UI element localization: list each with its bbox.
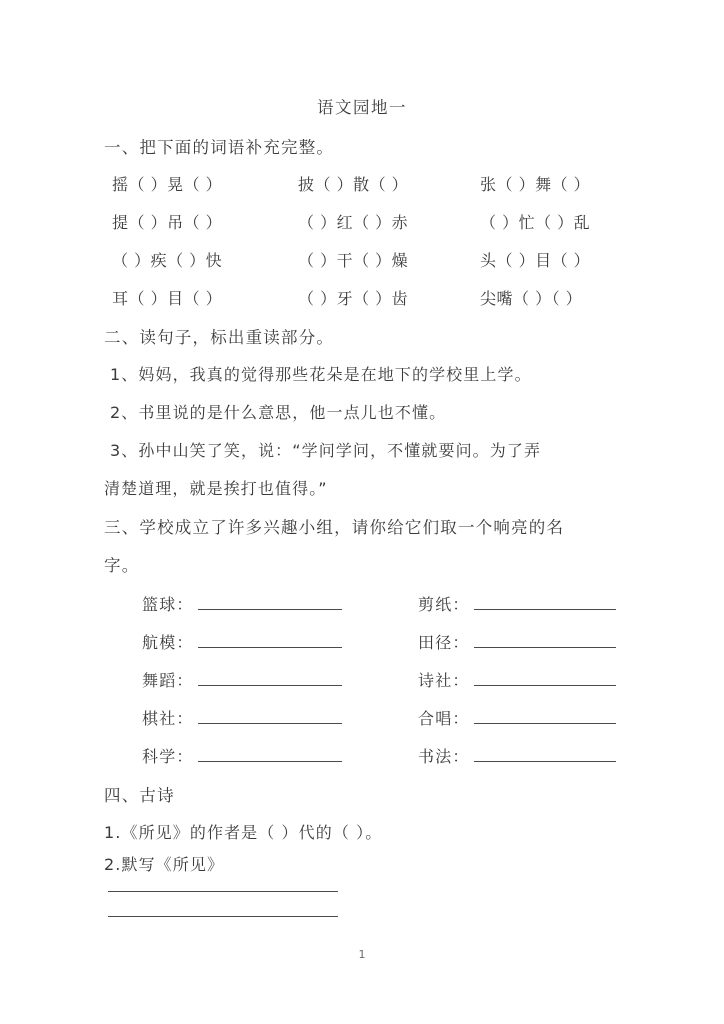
club-entry — [418, 706, 616, 729]
answer-line[interactable] — [108, 916, 338, 917]
page-number: 1 — [358, 948, 366, 961]
word-cell: 摇（ ）晃（ ） — [112, 175, 223, 194]
club-answer-blank[interactable] — [474, 595, 616, 610]
club-answer-blank[interactable] — [198, 595, 342, 610]
word-cell: （ ）忙（ ）乱 — [480, 213, 591, 232]
club-answer-blank[interactable] — [474, 633, 616, 648]
club-entry — [418, 630, 616, 653]
word-row — [112, 172, 624, 195]
word-row — [112, 248, 624, 271]
club-label: 航模： — [142, 633, 194, 652]
club-label: 科学： — [142, 747, 194, 766]
club-row — [0, 592, 724, 620]
club-row — [0, 744, 724, 772]
club-label: 棋社： — [142, 709, 194, 728]
word-cell: 张（ ）舞（ ） — [480, 175, 591, 194]
word-cell: 耳（ ）目（ ） — [112, 289, 223, 308]
word-cell: 头（ ）目（ ） — [480, 251, 591, 270]
poem-question-1: 1.《所见》的作者是（ ）代的（ ）。 — [104, 823, 383, 842]
club-label: 田径： — [418, 633, 470, 652]
club-entry — [142, 744, 342, 767]
club-label: 诗社： — [418, 671, 470, 690]
word-row — [112, 210, 624, 233]
word-cell: （ ）牙（ ）齿 — [298, 289, 409, 308]
club-answer-blank[interactable] — [198, 747, 342, 762]
section-1-heading: 一、把下面的词语补充完整。 — [104, 138, 335, 157]
club-label: 剪纸： — [418, 595, 470, 614]
section-3-heading: 三、学校成立了许多兴趣小组，请你给它们取一个响亮的名 — [104, 518, 565, 537]
club-entry — [418, 744, 616, 767]
page-title: 语文园地一 — [317, 98, 407, 117]
sentence-item: 3、孙中山笑了笑，说：“学问学问，不懂就要问。为了弄 — [110, 441, 542, 460]
sentence-item: 2、书里说的是什么意思，他一点儿也不懂。 — [110, 403, 447, 422]
club-answer-blank[interactable] — [474, 747, 616, 762]
club-entry — [142, 668, 342, 691]
poem-question-2: 2.默写《所见》 — [104, 855, 225, 874]
club-answer-blank[interactable] — [198, 633, 342, 648]
club-entry — [142, 706, 342, 729]
club-answer-blank[interactable] — [474, 709, 616, 724]
club-entry — [142, 630, 342, 653]
answer-line[interactable] — [108, 891, 338, 892]
section-3-heading-continued: 字。 — [104, 556, 140, 575]
sentence-item-continued: 清楚道理，就是挨打也值得。” — [104, 479, 328, 498]
club-entry — [418, 592, 616, 615]
club-answer-blank[interactable] — [474, 671, 616, 686]
word-cell: 提（ ）吊（ ） — [112, 213, 223, 232]
section-2-heading: 二、读句子，标出重读部分。 — [104, 328, 335, 347]
word-cell: （ ）干（ ）燥 — [298, 251, 409, 270]
club-label: 舞蹈： — [142, 671, 194, 690]
sentence-item: 1、妈妈，我真的觉得那些花朵是在地下的学校里上学。 — [110, 365, 532, 384]
word-row — [112, 286, 624, 309]
club-answer-blank[interactable] — [198, 671, 342, 686]
club-label: 合唱： — [418, 709, 470, 728]
word-cell: （ ）疾（ ）快 — [112, 251, 223, 270]
club-row — [0, 706, 724, 734]
club-entry — [142, 592, 342, 615]
section-4-heading: 四、古诗 — [104, 786, 175, 805]
word-cell: 披（ ）散（ ） — [298, 175, 409, 194]
club-row — [0, 668, 724, 696]
word-cell: （ ）红（ ）赤 — [298, 213, 409, 232]
club-entry — [418, 668, 616, 691]
club-row — [0, 630, 724, 658]
word-cell: 尖嘴（ ）（ ） — [480, 289, 583, 308]
club-label: 篮球： — [142, 595, 194, 614]
club-label: 书法： — [418, 747, 470, 766]
club-answer-blank[interactable] — [198, 709, 342, 724]
